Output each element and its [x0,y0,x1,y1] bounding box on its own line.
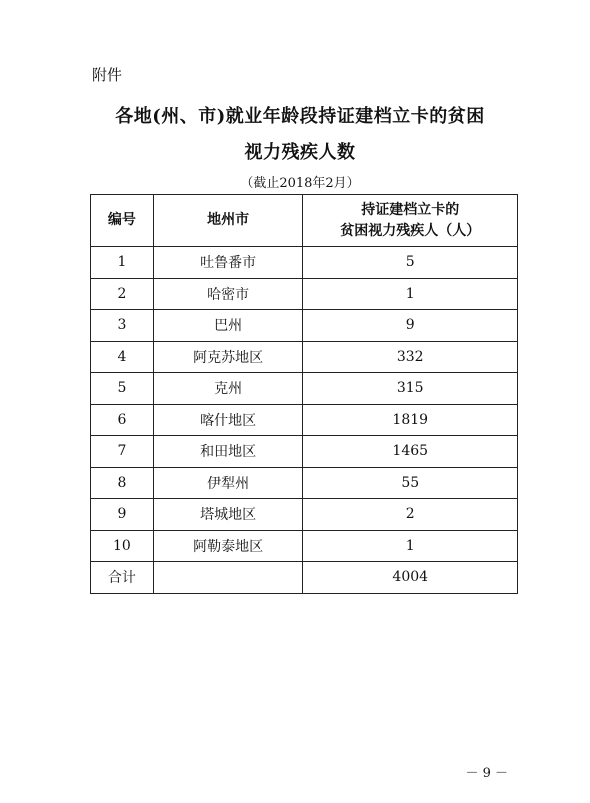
row-count: 332 [303,341,518,373]
row-number: 9 [91,499,154,531]
row-region: 克州 [153,373,303,405]
page-number: － 9 － [465,766,508,781]
row-count: 1465 [303,436,518,468]
table-header-row [91,195,518,247]
table-row [91,436,518,468]
row-count: 1819 [303,404,518,436]
row-region: 和田地区 [153,436,303,468]
total-region [153,562,303,594]
row-count: 9 [303,310,518,342]
table-row [91,530,518,562]
row-count: 1 [303,278,518,310]
row-number: 5 [91,373,154,405]
table-row [91,341,518,373]
header-count [303,195,518,247]
row-region: 阿勒泰地区 [153,530,303,562]
header-number: 编号 [91,195,154,247]
table-row [91,373,518,405]
row-number: 2 [91,278,154,310]
header-count-line1: 持证建档立卡的 [361,201,460,218]
row-region: 阿克苏地区 [153,341,303,373]
row-count: 55 [303,467,518,499]
row-number: 3 [91,310,154,342]
row-number: 6 [91,404,154,436]
row-count: 5 [303,247,518,279]
header-region: 地州市 [153,195,303,247]
row-number: 1 [91,247,154,279]
header-count-line2: 贫困视力残疾人（人） [340,222,481,239]
row-region: 喀什地区 [153,404,303,436]
row-region: 塔城地区 [153,499,303,531]
row-number: 4 [91,341,154,373]
row-region: 巴州 [153,310,303,342]
row-count: 1 [303,530,518,562]
total-label: 合计 [91,562,154,594]
total-count: 4004 [303,562,518,594]
row-count: 315 [303,373,518,405]
row-number: 8 [91,467,154,499]
table-row [91,310,518,342]
table-row [91,499,518,531]
row-number: 10 [91,530,154,562]
table-row [91,404,518,436]
row-region: 哈密市 [153,278,303,310]
row-region: 伊犁州 [153,467,303,499]
table-row [91,467,518,499]
row-region: 吐鲁番市 [153,247,303,279]
row-number: 7 [91,436,154,468]
document-title-continued: 视力残疾人数 [244,142,356,163]
date-note: （截止2018年2月） [240,176,360,191]
statistics-table [90,194,518,594]
row-count: 2 [303,499,518,531]
table-row [91,278,518,310]
document-title: 各地(州、市)就业年龄段持证建档立卡的贫困 [115,106,485,127]
attachment-label: 附件 [92,66,123,84]
total-row [91,562,518,594]
table-row [91,247,518,279]
